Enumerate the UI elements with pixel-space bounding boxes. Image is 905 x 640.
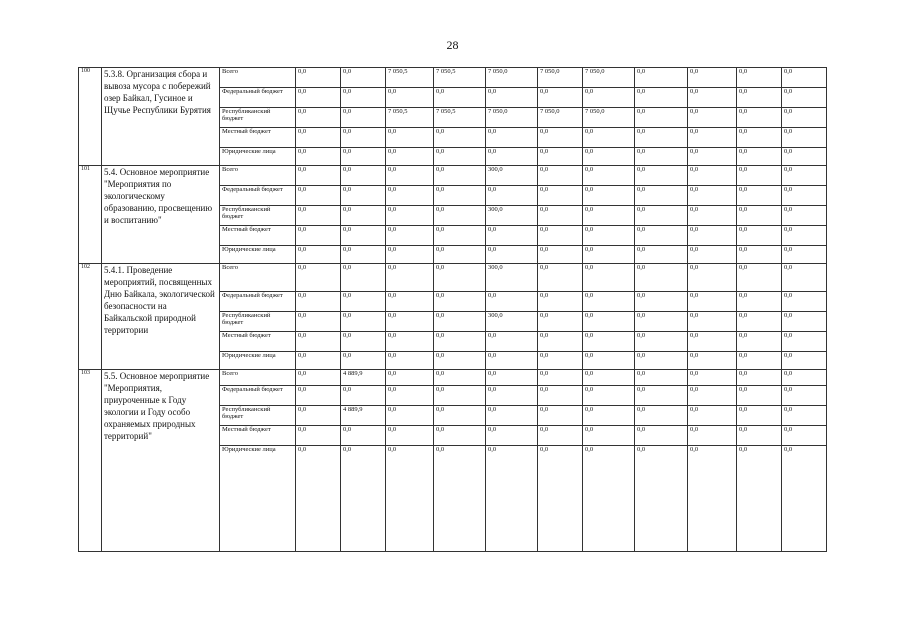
- value-cell: 0,0: [386, 128, 434, 148]
- value-cell: 7 050,5: [434, 108, 486, 128]
- value-cell: 0,0: [688, 166, 737, 186]
- value-cell: 0,0: [635, 88, 688, 108]
- value-cell: 0,0: [386, 352, 434, 370]
- value-cell: 0,0: [538, 332, 583, 352]
- row-number: 103: [79, 370, 102, 552]
- value-cell: 0,0: [737, 264, 782, 292]
- value-cell: 0,0: [341, 108, 386, 128]
- value-cell: 300,0: [486, 264, 538, 292]
- value-cell: 0,0: [296, 128, 341, 148]
- funding-source: Местный бюджет: [220, 226, 296, 246]
- value-cell: 0,0: [296, 226, 341, 246]
- value-cell: 0,0: [688, 246, 737, 264]
- value-cell: 0,0: [782, 292, 827, 312]
- value-cell: 0,0: [635, 406, 688, 426]
- value-cell: 0,0: [341, 226, 386, 246]
- value-cell: 0,0: [635, 446, 688, 552]
- value-cell: 0,0: [341, 68, 386, 88]
- value-cell: 0,0: [386, 292, 434, 312]
- value-cell: 0,0: [386, 264, 434, 292]
- value-cell: 0,0: [296, 246, 341, 264]
- funding-source: Юридические лица: [220, 446, 296, 552]
- value-cell: 0,0: [688, 226, 737, 246]
- value-cell: 0,0: [434, 406, 486, 426]
- value-cell: 0,0: [737, 352, 782, 370]
- value-cell: 0,0: [434, 226, 486, 246]
- value-cell: 0,0: [583, 226, 635, 246]
- value-cell: 0,0: [583, 206, 635, 226]
- value-cell: 0,0: [486, 426, 538, 446]
- value-cell: 0,0: [386, 226, 434, 246]
- value-cell: 0,0: [538, 352, 583, 370]
- value-cell: 0,0: [583, 246, 635, 264]
- activity-name: 5.5. Основное мероприятие "Мероприятия, приуроченные к Году экологии и Году особо охраняемых природных территорий": [102, 370, 220, 552]
- value-cell: 0,0: [635, 68, 688, 88]
- value-cell: 0,0: [296, 406, 341, 426]
- value-cell: 0,0: [583, 352, 635, 370]
- value-cell: 0,0: [434, 332, 486, 352]
- value-cell: 0,0: [341, 352, 386, 370]
- value-cell: 0,0: [583, 370, 635, 386]
- value-cell: 0,0: [296, 68, 341, 88]
- value-cell: 0,0: [486, 186, 538, 206]
- value-cell: 0,0: [688, 446, 737, 552]
- value-cell: 0,0: [341, 128, 386, 148]
- value-cell: 0,0: [583, 88, 635, 108]
- value-cell: 0,0: [538, 426, 583, 446]
- value-cell: 0,0: [737, 292, 782, 312]
- value-cell: 0,0: [688, 148, 737, 166]
- value-cell: 0,0: [583, 186, 635, 206]
- value-cell: 0,0: [782, 68, 827, 88]
- row-number: 102: [79, 264, 102, 370]
- value-cell: 0,0: [583, 264, 635, 292]
- value-cell: 0,0: [635, 332, 688, 352]
- value-cell: 0,0: [386, 446, 434, 552]
- value-cell: 0,0: [296, 186, 341, 206]
- value-cell: 0,0: [782, 186, 827, 206]
- value-cell: 7 050,0: [583, 68, 635, 88]
- value-cell: 0,0: [583, 406, 635, 426]
- value-cell: 0,0: [434, 370, 486, 386]
- value-cell: 0,0: [296, 312, 341, 332]
- funding-source: Юридические лица: [220, 148, 296, 166]
- page-number: 28: [446, 38, 459, 52]
- activity-name: 5.4. Основное мероприятие "Мероприятия по экологическому образованию, просвещению и воспитанию": [102, 166, 220, 264]
- value-cell: 0,0: [341, 166, 386, 186]
- value-cell: 7 050,0: [486, 68, 538, 88]
- value-cell: 0,0: [782, 246, 827, 264]
- value-cell: 0,0: [688, 332, 737, 352]
- value-cell: 0,0: [688, 312, 737, 332]
- value-cell: 0,0: [538, 226, 583, 246]
- value-cell: 0,0: [486, 332, 538, 352]
- funding-source: Республиканский бюджет: [220, 206, 296, 226]
- value-cell: 0,0: [386, 406, 434, 426]
- value-cell: 0,0: [538, 406, 583, 426]
- value-cell: 0,0: [296, 426, 341, 446]
- table-row: [79, 68, 827, 88]
- value-cell: 4 889,9: [341, 406, 386, 426]
- value-cell: 0,0: [434, 186, 486, 206]
- funding-source: Всего: [220, 68, 296, 88]
- value-cell: 0,0: [737, 386, 782, 406]
- funding-source: Федеральный бюджет: [220, 186, 296, 206]
- value-cell: 0,0: [434, 128, 486, 148]
- value-cell: 0,0: [635, 264, 688, 292]
- value-cell: 0,0: [538, 166, 583, 186]
- value-cell: 0,0: [737, 148, 782, 166]
- value-cell: 0,0: [341, 148, 386, 166]
- value-cell: 0,0: [386, 206, 434, 226]
- funding-source: Федеральный бюджет: [220, 292, 296, 312]
- value-cell: 0,0: [583, 446, 635, 552]
- table-row: [79, 166, 827, 186]
- value-cell: 0,0: [583, 426, 635, 446]
- value-cell: 0,0: [737, 206, 782, 226]
- value-cell: 0,0: [486, 406, 538, 426]
- value-cell: 0,0: [737, 426, 782, 446]
- value-cell: 0,0: [583, 386, 635, 406]
- value-cell: 0,0: [635, 246, 688, 264]
- value-cell: 0,0: [688, 292, 737, 312]
- value-cell: 0,0: [486, 128, 538, 148]
- value-cell: 0,0: [635, 186, 688, 206]
- funding-source: Всего: [220, 370, 296, 386]
- value-cell: 7 050,5: [386, 68, 434, 88]
- value-cell: 0,0: [341, 386, 386, 406]
- value-cell: 7 050,0: [538, 108, 583, 128]
- value-cell: 0,0: [635, 386, 688, 406]
- table-row: [79, 370, 827, 386]
- value-cell: 4 889,9: [341, 370, 386, 386]
- value-cell: 0,0: [688, 370, 737, 386]
- value-cell: 0,0: [737, 186, 782, 206]
- value-cell: 0,0: [782, 88, 827, 108]
- funding-source: Местный бюджет: [220, 128, 296, 148]
- value-cell: 0,0: [486, 352, 538, 370]
- funding-source: Республиканский бюджет: [220, 312, 296, 332]
- value-cell: 0,0: [538, 386, 583, 406]
- value-cell: 0,0: [782, 148, 827, 166]
- value-cell: 7 050,0: [486, 108, 538, 128]
- value-cell: 0,0: [341, 446, 386, 552]
- funding-source: Всего: [220, 264, 296, 292]
- value-cell: 0,0: [538, 128, 583, 148]
- value-cell: 0,0: [296, 370, 341, 386]
- value-cell: 0,0: [688, 108, 737, 128]
- value-cell: 0,0: [341, 292, 386, 312]
- value-cell: 0,0: [434, 312, 486, 332]
- value-cell: 0,0: [635, 166, 688, 186]
- value-cell: 0,0: [635, 292, 688, 312]
- value-cell: 0,0: [386, 332, 434, 352]
- value-cell: 0,0: [341, 206, 386, 226]
- value-cell: 0,0: [782, 206, 827, 226]
- value-cell: 0,0: [434, 352, 486, 370]
- value-cell: 0,0: [538, 246, 583, 264]
- value-cell: 0,0: [296, 292, 341, 312]
- value-cell: 0,0: [538, 148, 583, 166]
- value-cell: 0,0: [386, 148, 434, 166]
- value-cell: 0,0: [538, 370, 583, 386]
- value-cell: 0,0: [737, 370, 782, 386]
- row-number: 100: [79, 68, 102, 166]
- value-cell: 0,0: [583, 332, 635, 352]
- value-cell: 0,0: [782, 446, 827, 552]
- budget-table: [78, 67, 827, 552]
- value-cell: 0,0: [583, 128, 635, 148]
- value-cell: 0,0: [635, 206, 688, 226]
- value-cell: 0,0: [635, 148, 688, 166]
- value-cell: 0,0: [782, 226, 827, 246]
- value-cell: 0,0: [538, 264, 583, 292]
- value-cell: 0,0: [583, 166, 635, 186]
- value-cell: 0,0: [688, 352, 737, 370]
- value-cell: 0,0: [386, 88, 434, 108]
- value-cell: 0,0: [434, 246, 486, 264]
- value-cell: 0,0: [737, 246, 782, 264]
- value-cell: 0,0: [538, 186, 583, 206]
- value-cell: 0,0: [434, 446, 486, 552]
- value-cell: 0,0: [737, 446, 782, 552]
- value-cell: 0,0: [434, 292, 486, 312]
- value-cell: 0,0: [688, 206, 737, 226]
- value-cell: 0,0: [737, 128, 782, 148]
- funding-source: Местный бюджет: [220, 426, 296, 446]
- value-cell: 300,0: [486, 166, 538, 186]
- value-cell: 0,0: [635, 128, 688, 148]
- value-cell: 0,0: [737, 226, 782, 246]
- value-cell: 0,0: [635, 312, 688, 332]
- value-cell: 0,0: [688, 426, 737, 446]
- funding-source: Республиканский бюджет: [220, 406, 296, 426]
- value-cell: 0,0: [486, 292, 538, 312]
- value-cell: 0,0: [386, 386, 434, 406]
- value-cell: 0,0: [341, 186, 386, 206]
- value-cell: 0,0: [782, 166, 827, 186]
- value-cell: 300,0: [486, 312, 538, 332]
- value-cell: 0,0: [635, 352, 688, 370]
- value-cell: 0,0: [635, 370, 688, 386]
- value-cell: 0,0: [782, 108, 827, 128]
- value-cell: 7 050,5: [434, 68, 486, 88]
- value-cell: 0,0: [583, 292, 635, 312]
- value-cell: 0,0: [434, 386, 486, 406]
- value-cell: 0,0: [486, 246, 538, 264]
- value-cell: 0,0: [434, 264, 486, 292]
- value-cell: 0,0: [782, 370, 827, 386]
- value-cell: 0,0: [782, 332, 827, 352]
- value-cell: 0,0: [386, 426, 434, 446]
- value-cell: 0,0: [782, 312, 827, 332]
- value-cell: 0,0: [737, 166, 782, 186]
- value-cell: 0,0: [486, 370, 538, 386]
- value-cell: 0,0: [782, 352, 827, 370]
- value-cell: 0,0: [486, 88, 538, 108]
- value-cell: 0,0: [296, 88, 341, 108]
- value-cell: 0,0: [635, 426, 688, 446]
- value-cell: 0,0: [782, 406, 827, 426]
- funding-source: Федеральный бюджет: [220, 88, 296, 108]
- value-cell: 300,0: [486, 206, 538, 226]
- value-cell: 0,0: [737, 312, 782, 332]
- value-cell: 0,0: [737, 68, 782, 88]
- value-cell: 0,0: [296, 166, 341, 186]
- activity-name: 5.4.1. Проведение мероприятий, посвященных Дню Байкала, экологической безопасности на Байкальской природной территории: [102, 264, 220, 370]
- value-cell: 0,0: [782, 386, 827, 406]
- value-cell: 0,0: [688, 386, 737, 406]
- value-cell: 0,0: [341, 246, 386, 264]
- value-cell: 0,0: [296, 352, 341, 370]
- value-cell: 0,0: [341, 264, 386, 292]
- value-cell: 0,0: [486, 148, 538, 166]
- value-cell: 0,0: [737, 332, 782, 352]
- value-cell: 0,0: [782, 128, 827, 148]
- value-cell: 0,0: [538, 446, 583, 552]
- value-cell: 0,0: [434, 426, 486, 446]
- value-cell: 0,0: [486, 446, 538, 552]
- value-cell: 0,0: [341, 88, 386, 108]
- value-cell: 7 050,0: [538, 68, 583, 88]
- value-cell: 0,0: [737, 108, 782, 128]
- value-cell: 0,0: [434, 166, 486, 186]
- value-cell: 0,0: [688, 264, 737, 292]
- value-cell: 0,0: [386, 166, 434, 186]
- value-cell: 0,0: [486, 386, 538, 406]
- value-cell: 0,0: [688, 88, 737, 108]
- value-cell: 0,0: [296, 332, 341, 352]
- value-cell: 0,0: [296, 206, 341, 226]
- value-cell: 0,0: [688, 406, 737, 426]
- value-cell: 0,0: [341, 332, 386, 352]
- value-cell: 0,0: [538, 292, 583, 312]
- value-cell: 0,0: [386, 186, 434, 206]
- value-cell: 7 050,5: [386, 108, 434, 128]
- value-cell: 0,0: [688, 186, 737, 206]
- value-cell: 0,0: [737, 88, 782, 108]
- activity-name: 5.3.8. Организация сбора и вывоза мусора с побережий озер Байкал, Гусиное и Щучье Республики Бурятия: [102, 68, 220, 166]
- value-cell: 0,0: [538, 88, 583, 108]
- value-cell: 0,0: [635, 108, 688, 128]
- value-cell: 0,0: [688, 128, 737, 148]
- table-row: [79, 264, 827, 292]
- table-body: [79, 68, 827, 552]
- funding-source: Местный бюджет: [220, 332, 296, 352]
- value-cell: 0,0: [296, 148, 341, 166]
- row-number: 101: [79, 166, 102, 264]
- value-cell: 0,0: [341, 426, 386, 446]
- value-cell: 0,0: [341, 312, 386, 332]
- value-cell: 0,0: [296, 446, 341, 552]
- value-cell: 0,0: [782, 264, 827, 292]
- value-cell: 0,0: [688, 68, 737, 88]
- value-cell: 0,0: [386, 312, 434, 332]
- value-cell: 0,0: [386, 246, 434, 264]
- value-cell: 0,0: [386, 370, 434, 386]
- funding-source: Юридические лица: [220, 246, 296, 264]
- value-cell: 0,0: [486, 226, 538, 246]
- value-cell: 0,0: [296, 386, 341, 406]
- value-cell: 7 050,0: [583, 108, 635, 128]
- value-cell: 0,0: [583, 148, 635, 166]
- funding-source: Федеральный бюджет: [220, 386, 296, 406]
- funding-source: Республиканский бюджет: [220, 108, 296, 128]
- value-cell: 0,0: [782, 426, 827, 446]
- value-cell: 0,0: [635, 226, 688, 246]
- funding-source: Юридические лица: [220, 352, 296, 370]
- value-cell: 0,0: [583, 312, 635, 332]
- value-cell: 0,0: [538, 312, 583, 332]
- funding-source: Всего: [220, 166, 296, 186]
- value-cell: 0,0: [434, 88, 486, 108]
- value-cell: 0,0: [296, 264, 341, 292]
- value-cell: 0,0: [434, 148, 486, 166]
- value-cell: 0,0: [296, 108, 341, 128]
- value-cell: 0,0: [434, 206, 486, 226]
- value-cell: 0,0: [538, 206, 583, 226]
- value-cell: 0,0: [737, 406, 782, 426]
